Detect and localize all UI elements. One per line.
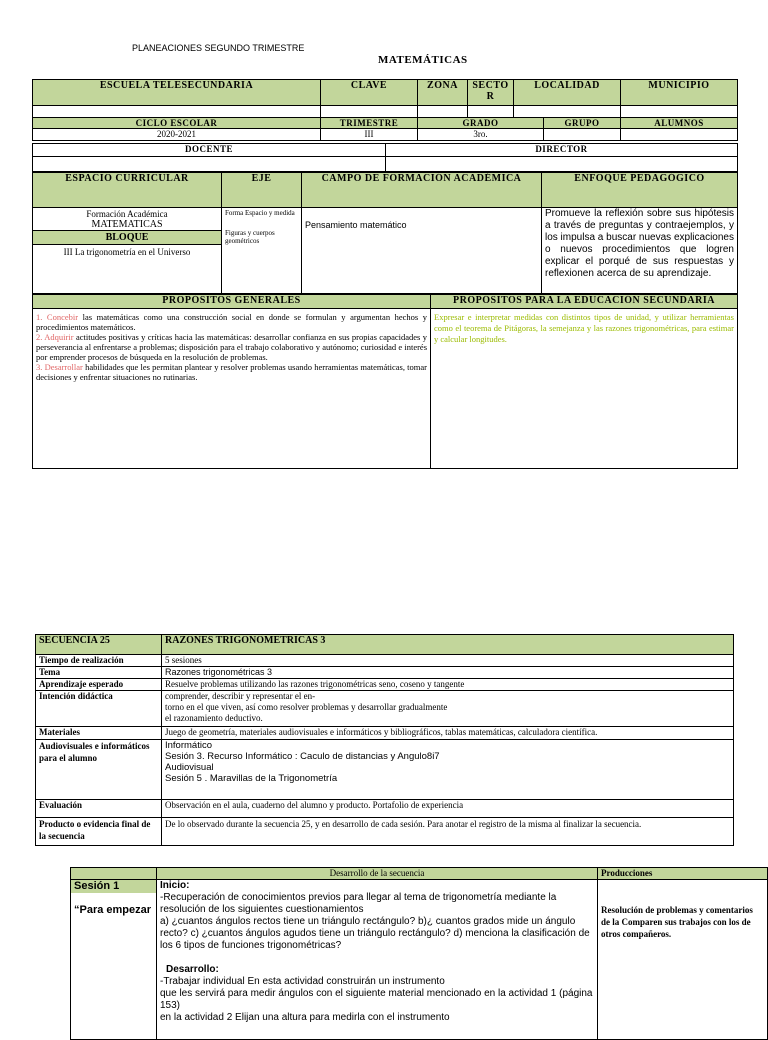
docente-value: [33, 157, 386, 172]
aprendizaje-label: Aprendizaje esperado: [36, 679, 162, 691]
propositos-generales-text: [33, 309, 431, 469]
docente-table: [32, 143, 738, 172]
localidad-value: [514, 106, 621, 118]
pg3-text: habilidades que les permitan plantear y resolver problemas usando herramientas matemáticas, tomar decisiones y enfrentar situaciones no rutinarias.: [36, 362, 428, 382]
campo-label: CAMPO DE FORMACIÓN ACADÉMICA: [302, 173, 542, 208]
document-subject-title: MATEMÁTICAS: [378, 54, 468, 66]
audiovisuales-value: [162, 740, 734, 800]
grupo-value: [544, 129, 621, 141]
clave-value: [321, 106, 418, 118]
secuencia-table: [35, 634, 734, 846]
eje-label: EJE: [222, 173, 302, 208]
zona-label: ZONA: [418, 80, 468, 106]
eje-value-1: Forma Espacio y medida: [225, 209, 295, 217]
producto-label: Producto o evidencia final de la secuencia: [36, 818, 162, 846]
propositos-secundaria-label: PROPÓSITOS PARA LA EDUCACIÓN SECUNDARIA: [431, 295, 738, 309]
aprendizaje-value: Resuelve problemas utilizando las razones trigonométricas seno, coseno y tangente: [162, 679, 734, 691]
av-line-1: Informático: [165, 740, 212, 751]
propositos-secundaria-text: Expresar e interpretar medidas con distintos tipos de unidad, y utilizar herramientas como el teorema de Pitágoras, la semejanza y las razones trigonométricas, para estimar y calcular longitudes.: [431, 309, 738, 469]
formacion-text: Formación Académica: [86, 209, 168, 219]
trimestre-value: III: [321, 129, 418, 141]
tema-value: Razones trigonométricas 3: [162, 667, 734, 679]
av-line-2: Sesión 3. Recurso Informático : Caculo de distancias y Angulo8i7: [165, 751, 440, 762]
inicio-questions: a) ¿cuantos ángulos rectos tiene un triángulo rectángulo? b)¿ cuantos grados mide un ángulo recto? c) ¿cuantos ángulos agudos tiene un triángulo rectángulo? d) menciona la clasificación de los 6 tipos de funciones trigonométricas?: [160, 916, 590, 951]
materiales-value: Juego de geometría, materiales audiovisuales e informáticos y bibliográficos, tablas matemáticas, calculadora científica.: [162, 727, 734, 740]
intencion-line-2: torno en el que viven, así como resolver problemas y desarrollar gradualmente: [165, 702, 448, 712]
municipio-value: [621, 106, 738, 118]
docente-label: DOCENTE: [33, 144, 386, 157]
espacio-label: ESPACIO CURRICULAR: [33, 173, 222, 208]
trimestre-label: TRIMESTRE: [321, 118, 418, 129]
pg2-num: 2. Adquirir: [36, 332, 74, 342]
clave-label: CLAVE: [321, 80, 418, 106]
document-header-left: PLANEACIONES SEGUNDO TRIMESTRE: [132, 43, 305, 53]
desarrollo-content: [157, 880, 598, 1040]
tiempo-label: Tiempo de realización: [36, 655, 162, 667]
producciones-header: Producciones: [598, 868, 768, 880]
intencion-line-3: el razonamiento deductivo.: [165, 713, 263, 723]
tiempo-value: 5 sesiones: [162, 655, 734, 667]
grado-label: GRADO: [418, 118, 544, 129]
inicio-label: Inicio:: [160, 880, 190, 891]
av-line-3: Audiovisual: [165, 762, 214, 773]
intencion-label: Intención didáctica: [36, 691, 162, 727]
ciclo-label: CICLO ESCOLAR: [33, 118, 321, 129]
av-line-4: Sesión 5 . Maravillas de la Trigonometría: [165, 773, 338, 784]
alumnos-label: ALUMNOS: [621, 118, 738, 129]
espacio-cell: [33, 208, 222, 294]
intencion-value: [162, 691, 734, 727]
evaluacion-value: Observación en el aula, cuaderno del alumno y producto. Portafolio de experiencia: [162, 800, 734, 818]
curricular-table: [32, 172, 738, 294]
tema-label: Tema: [36, 667, 162, 679]
pg1-num: 1. Concebir: [36, 312, 79, 322]
sector-value: [468, 106, 514, 118]
pg1-text: las matemáticas como una construcción social en donde se formulan y argumentan hechos y procedimientos matemáticos.: [36, 312, 427, 332]
escuela-value: [33, 106, 321, 118]
propositos-table: [32, 294, 738, 469]
director-label: DIRECTOR: [386, 144, 738, 157]
grado-value: 3ro.: [418, 129, 544, 141]
grupo-label: GRUPO: [544, 118, 621, 129]
eje-cell: [222, 208, 302, 294]
school-info-table: [32, 79, 738, 118]
desarrollo-line-1: -Trabajar individual En esta actividad construirán un instrumento: [160, 976, 445, 987]
bloque-value: III La trigonometría en el Universo: [63, 247, 191, 257]
localidad-label: LOCALIDAD: [514, 80, 621, 106]
ciclo-value: 2020-2021: [33, 129, 321, 141]
desarrollo-line-3: en la actividad 2 Elijan una altura para medirla con el instrumento: [160, 1012, 450, 1023]
evaluacion-label: Evaluación: [36, 800, 162, 818]
materiales-label: Materiales: [36, 727, 162, 740]
sector-label: SECTO R: [468, 80, 514, 106]
sesion-cell: [71, 880, 157, 1040]
inicio-text: -Recuperación de conocimientos previos para llegar al tema de trigonometría mediante la resolución de los siguientes cuestionamientos: [160, 892, 557, 915]
producciones-text: Resolución de problemas y comentarios de la Comparen sus trabajos con los de otros compañeros.: [598, 880, 768, 1040]
propositos-generales-label: PROPÓSITOS GENERALES: [33, 295, 431, 309]
desarrollo-table: [70, 867, 768, 1040]
pg2-text: actitudes positivas y críticas hacia las matemáticas: desarrollar confianza en sus propias capacidades y perseverancia al enfrentarse a problemas; disposición para el trabajo colaborativo y autónomo; curiosidad e interés por emprender procesos de búsqueda en la resolución de problemas.: [36, 332, 428, 362]
zona-value: [418, 106, 468, 118]
enfoque-label: ENFOQUE PEDAGÓGICO: [542, 173, 738, 208]
secuencia-title: RAZONES TRIGONOMETRICAS 3: [162, 635, 734, 655]
sesion-label: Sesión 1: [71, 880, 156, 893]
desarrollo-blank: [71, 868, 157, 880]
eje-value-2: Figuras y cuerpos geométricos: [225, 229, 275, 245]
director-value: [386, 157, 738, 172]
municipio-label: MUNICIPIO: [621, 80, 738, 106]
bloque-label: BLOQUE: [33, 230, 221, 245]
campo-value: Pensamiento matemático: [302, 208, 542, 294]
desarrollo-header: Desarrollo de la secuencia: [157, 868, 598, 880]
audiovisuales-label: Audiovisuales e informáticos para el alumno: [36, 740, 162, 800]
intencion-line-1: comprender, describir y representar el en-: [165, 691, 316, 701]
pg3-num: 3. Desarrollar: [36, 362, 83, 372]
para-empezar-label: “Para empezar: [74, 904, 152, 916]
ciclo-table: [32, 117, 738, 141]
secuencia-label: SECUENCIA 25: [36, 635, 162, 655]
desarrollo-line-2: que les servirá para medir ángulos con el siguiente material mencionado en la actividad 1 (página 153): [160, 988, 593, 1011]
desarrollo-label: Desarrollo:: [166, 964, 219, 975]
matematicas-text: MATEMATICAS: [91, 219, 163, 230]
producto-value: De lo observado durante la secuencia 25, y en desarrollo de cada sesión. Para anotar el registro de la misma al finalizar la secuencia.: [162, 818, 734, 846]
enfoque-value: Promueve la reflexión sobre sus hipótesis a través de preguntas y contraejemplos, y los impulsa a buscar nuevas explicaciones o nuevos procedimientos que logren explicar el porqué de sus respuestas y reflexionen acerca de su aprendizaje.: [542, 208, 738, 294]
alumnos-value: [621, 129, 738, 141]
escuela-label: ESCUELA TELESECUNDARIA: [33, 80, 321, 106]
